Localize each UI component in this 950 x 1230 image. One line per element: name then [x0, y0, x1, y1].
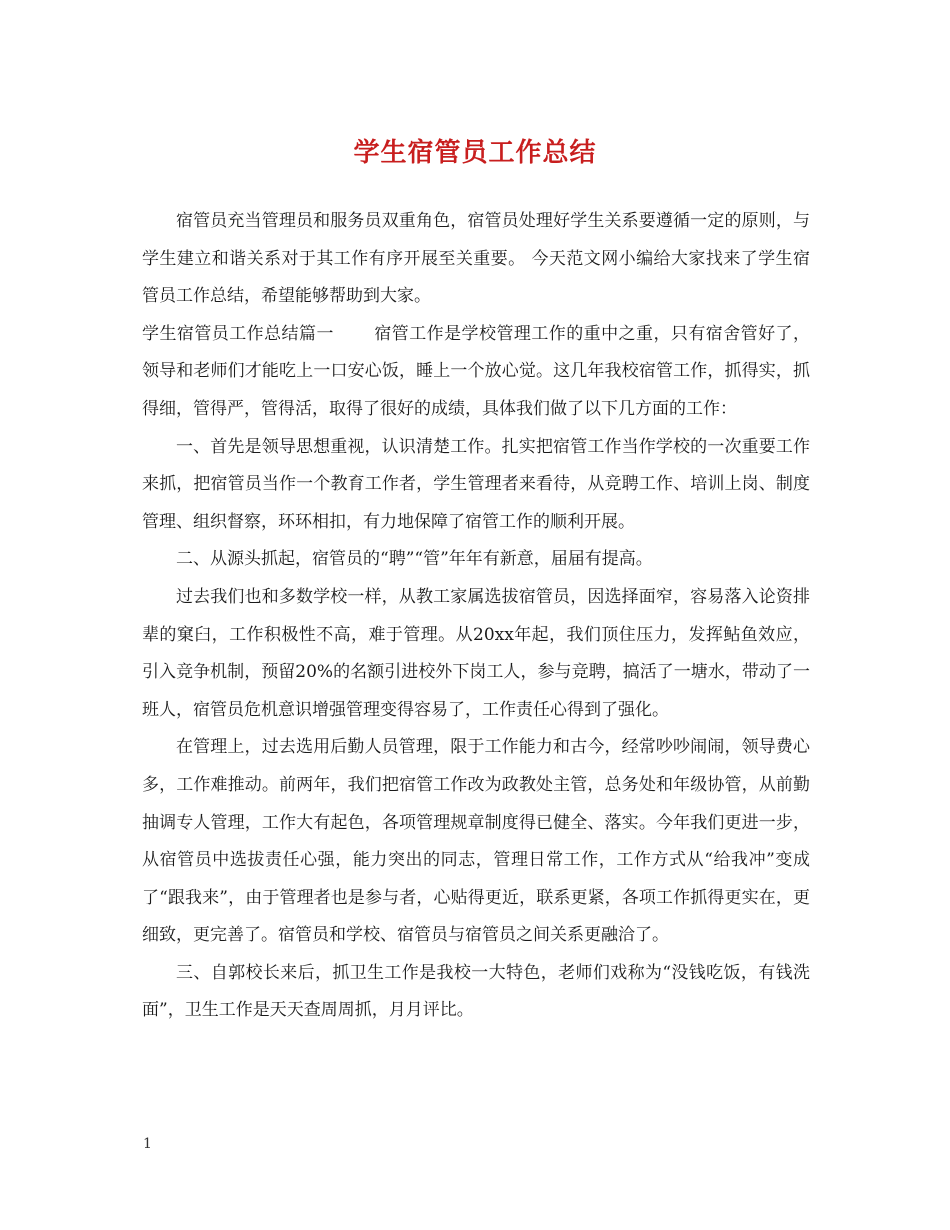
- body-paragraph: 一、首先是领导思想重视，认识清楚工作。扎实把宿管工作当作学校的一次重要工作来抓，把宿管员当作一个教育工作者，学生管理者来看待，从竞聘工作、培训上岗、制度管理、组织督察，环环相扣，有力地保障了宿管工作的顺利开展。: [142, 436, 810, 532]
- section-paragraph: [142, 316, 810, 429]
- document-title: 学生宿管员工作总结: [353, 138, 597, 168]
- body-paragraph: 二、从源头抓起，宿管员的“聘”“管”年年有新意，届届有提高。: [176, 549, 653, 570]
- page-number: 1: [143, 1136, 152, 1152]
- body-paragraph: 三、自郭校长来后，抓卫生工作是我校一大特色，老师们戏称为“没钱吃饭，有钱洗面”，卫生工作是天天查周周抓，月月评比。: [142, 962, 810, 1021]
- body-paragraph: 在管理上，过去选用后勤人员管理，限于工作能力和古今，经常吵吵闹闹，领导费心多，工作难推动。前两年，我们把宿管工作改为政教处主管，总务处和年级协管，从前勤抽调专人管理，工作大有起色，各项管理规章制度得已健全、落实。今年我们更进一步，从宿管员中选拔责任心强，能力突出的同志，管理日常工作，工作方式从“给我冲”变成了“跟我来”，由于管理者也是参与者，心贴得更近，联系更紧，各项工作抓得更实在，更细致，更完善了。宿管员和学校、宿管员与宿管员之间关系更融洽了。: [142, 737, 810, 946]
- section-lead-text: 宿管工作是学校管理工作的重中之重，只有宿舍管好了，领导和老师们才能吃上一口安心饭，睡上一个放心觉。这几年我校宿管工作，抓得实，抓得细，管得严，管得活，取得了很好的成绩，具体我们做了以下几方面的工作：: [142, 323, 811, 419]
- document-body: [142, 203, 810, 1030]
- intro-paragraph: 宿管员充当管理员和服务员双重角色，宿管员处理好学生关系要遵循一定的原则，与学生建立和谐关系对于其工作有序开展至关重要。 今天范文网小编给大家找来了学生宿管员工作总结，希望能够帮助到大家。: [142, 211, 810, 307]
- section-heading: 学生宿管员工作总结篇一: [142, 323, 334, 344]
- body-paragraph: 过去我们也和多数学校一样，从教工家属选拔宿管员，因选择面窄，容易落入论资排辈的窠臼，工作积极性不高，难于管理。从20xx年起，我们顶住压力，发挥鲇鱼效应，引入竞争机制，预留20%的名额引进校外下岗工人，参与竞聘，搞活了一塘水，带动了一班人，宿管员危机意识增强管理变得容易了，工作责任心得到了强化。: [142, 586, 810, 720]
